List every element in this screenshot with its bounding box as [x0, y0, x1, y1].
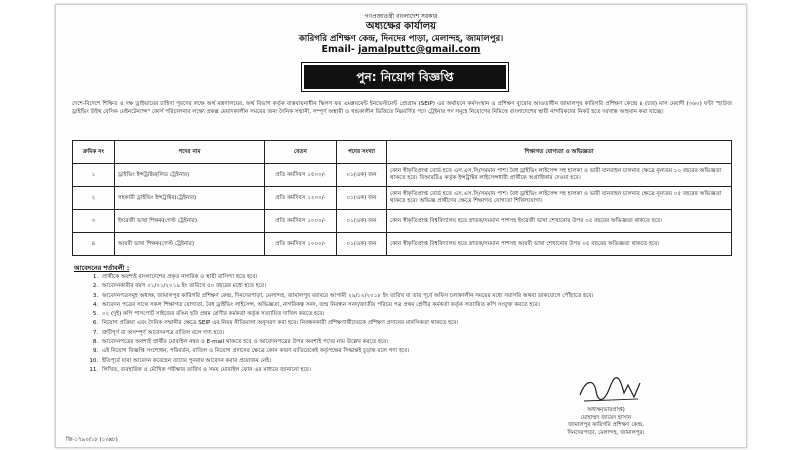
list-item: 1. প্রার্থীকে অবশ্যই বাংলাদেশের প্রকৃত নাগরিক ও স্থায়ী বাসিন্দা হতে হবে।: [100, 273, 740, 282]
terms-list: [78, 273, 740, 375]
cell-salary: প্রতি কর্মদিবস ১৫০০/-: [265, 164, 337, 187]
cell-qualification: কোন স্বীকৃতিপ্রাপ্ত বোর্ড হতে এস.এস.সি/সমমান পাশ। বৈধ ড্রাইভিং লাইসেন্স সহ হালকা ও ভারী যানবাহন চালনার ক্ষেত্রে নূন্যতম ০৫ বছরের অভিজ্ঞতা থাকতে হবে। অভিজ্ঞ প্রার্থীদের ক্ষেত্রে শিক্ষাগত যোগ্যতা শিথিলযোগ্য।: [387, 187, 732, 210]
cell-salary: প্রতি কর্মদিবস ১০০০/-: [265, 233, 337, 256]
signatory-role: অধ্যক্ষ(ভারপ্রাপ্ত): [587, 407, 625, 413]
cell-count: ০১(এক) জন: [337, 210, 387, 233]
cell-post: আরবী ভাষা শিক্ষক(গেস্ট ট্রেইনার): [115, 233, 265, 256]
table-row: [73, 187, 732, 210]
cell-serial: ৩: [73, 210, 115, 233]
handwritten-signature: [576, 373, 646, 409]
notice-document: [55, 4, 747, 448]
office-title: অধ্যক্ষের কার্যালয়: [365, 21, 437, 32]
posts-table: [72, 140, 732, 256]
signatory-location: দিনদেরপাড়া, মেলান্দহ, জামালপুর।: [567, 429, 645, 436]
list-item: 6. নিয়োগ প্রক্রিয়া এবং দৈনিক সম্মানীর ক্ষেত্রে SEIP এর নিয়ম নীতিমালা অনুসরণ করা হবে। নিবন্ধনকারী প্রশিক্ষণার্থীদেরকে প্রশিক্ষণ প্রদানের মানসিকতা থাকতে হবে।: [100, 319, 740, 328]
header-serial: ক্রমিক নং: [73, 141, 115, 164]
table-row: [73, 210, 732, 233]
list-item: 3. আবেদনপত্রসমূহ অধ্যক্ষ, জামালপুর কারিগরি প্রশিক্ষণ কেন্দ্র, দিনদেরপাড়া, মেলান্দহ, জামালপুর বরাবরে আগামী ২৯/১২/২০১৮ ইং তারিখ বা তার পূর্বে অফিস চলাকালীন সময়ের মধ্যে সরাসরি অথবা ডাকযোগে পৌঁছাতে হবে।: [100, 292, 740, 301]
table-row: [73, 164, 732, 187]
cell-count: ০১(এক) জন: [337, 233, 387, 256]
cell-count: ০১(এক) জন: [337, 164, 387, 187]
cell-serial: ১: [73, 164, 115, 187]
cell-post: সহকারী ড্রাইভিং ইন্সট্রাক্টর(ট্রেইনার): [115, 187, 265, 210]
terms-heading: আবেদনের শর্তাবলী :: [74, 264, 130, 272]
signatory-org: জামালপুর কারিগরি প্রশিক্ষণ কেন্দ্র,: [568, 422, 644, 428]
list-item: 4. আবেদন পত্রের সাথে সকল শিক্ষাগত যোগ্যতা, বৈধ ড্রাইভিং লাইসেন্স, অভিজ্ঞতা, নাগরিকত্ব সনদ, জন্ম নিবন্ধন সনদ/জাতীয় পরিচয় পত্র প্রথম শ্রেণীর কর্মকর্তা কর্তৃক সত্যায়িত কপি সংযুক্ত করতে হবে।: [100, 301, 740, 310]
cell-post: ইংরেজী ভাষা শিক্ষক(গেস্ট ট্রেইনার): [115, 210, 265, 233]
email-line: [56, 44, 746, 55]
list-item: 7. ত্রুটিপূর্ণ বা অসম্পূর্ণ আবেদনপত্র বাতিল বলে গণ্য হবে।: [100, 329, 740, 338]
government-line: গণপ্রজাতন্ত্রী বাংলাদেশ সরকার: [364, 13, 438, 20]
header-salary: বেতন: [265, 141, 337, 164]
memo-number: জি-১৭৯০/১৮ (১০x৮): [66, 437, 118, 443]
cell-qualification: কোন স্বীকৃতিপ্রাপ্ত বিশ্ববিদ্যালয় হতে স্নাতক/সমমান পাশসহ ইংরেজী ভাষা শেখানোর উপর ০৫ বছরের অভিজ্ঞতা থাকতে হবে।: [387, 210, 732, 233]
cell-post: ড্রাইভিং ইন্সট্রাক্টর(লিড ট্রেইনার): [115, 164, 265, 187]
cell-count: ০১(এক) জন: [337, 187, 387, 210]
cell-salary: প্রতি কর্মদিবস ১০০০/-: [265, 210, 337, 233]
cell-serial: ৪: [73, 233, 115, 256]
cell-qualification: কোন স্বীকৃতিপ্রাপ্ত বিশ্ববিদ্যালয় হতে স্নাতক/সমমান পাশসহ আরবী ভাষা শেখানোর উপর ০৫ বছরের অভিজ্ঞতা থাকতে হবে।: [387, 233, 732, 256]
list-item: 10. ইতিপূর্বে যারা আবেদন করেছেন তাদের পুনরায় আবেদন করার প্রয়োজন নেই।: [100, 357, 740, 366]
list-item: 8. আবেদনপত্রের অবশ্যই প্রার্থীর মোবাইল নম্বর ও E-mail থাকতে হবে ও আবেদনপত্রের উপর অবশ্যই পদের নাম উল্লেখ করতে হবে।: [100, 338, 740, 347]
office-address: কারিগরি প্রশিক্ষণ কেন্দ্র, দিনদের পাড়া, মেলান্দহ, জামালপুর।: [298, 34, 504, 44]
list-item: 11. লিখিত, ব্যবহারিক ও মৌখিক পরীক্ষার তারিখ ও সময় মোবাইল ফোন এর মাধ্যমে জানানো হবে।: [100, 366, 740, 375]
signature-block: [526, 407, 686, 437]
header-count: পদের সংখ্যা: [337, 141, 387, 164]
cell-qualification: কোন স্বীকৃতিপ্রাপ্ত বোর্ড হতে এস.এস.সি/সমমান পাশ। বৈধ ড্রাইভিং লাইসেন্স সহ হালকা ও ভারী যানবাহন চালনার ক্ষেত্রে নূন্যতম ১০ বছরের অভিজ্ঞতা থাকতে হবে। বিআরটিএ কর্তৃক ইন্সট্রাক্টর লাইসেন্সধারী প্রার্থীকে অগ্রাধিকার দেওয়া হবে।: [387, 164, 732, 187]
list-item: 5. ০২ (দুই) কপি পাসপোর্ট সাইজের রঙিন ছবি প্রথম শ্রেণীর কর্মকর্তা কর্তৃক সত্যায়িত দাখিল করতে হবে।: [100, 310, 740, 319]
intro-paragraph: দেশে-বিদেশে শিক্ষিত ও দক্ষ ড্রাইভারের চাহিদা পূরণের লক্ষে অর্থ মন্ত্রণালয়ের, অর্থ বিভাগ কর্তৃক বাস্তবায়নাধীন স্কিলস ফর এমপ্লয়মেন্ট ইনভেস্টমেন্ট প্রোগ্রাম (SEIP) এর অর্থায়নে কর্মসংস্থান ও প্রশিক্ষণ ব্যুরোর আওতাধীন জামালপুর কারিগরি প্রশিক্ষণ কেন্দ্রে ৪ (চার) মাস মেয়াদী (৩৬০) ঘন্টা "হাউজ ড্রাইভিং উইথ বেসিক মেইনটেন্যান্স" কোর্স পরিচালনার লক্ষ্যে প্রকল্প মেয়াদকালীন সময়ের জন্য দৈনিক সম্মানী, সম্পূর্ণ অস্থায়ী ও খন্ডকালীন ভিত্তিতে নিম্নবর্ণিত পদে ট্রেইনার পদ সমূহে নিয়োগের নিমিত্তে বাংলাদেশের স্থায়ী নাগরিকদের নিকট হতে দরখাস্ত আহবান করা যাচ্ছে।: [72, 101, 732, 115]
table-row: [73, 233, 732, 256]
list-item: 2. আবেদনকারীর বয়স ০১/০১/২০১৯ ইং তারিখে ৫০ বছরের মধ্যে হতে হবে।: [100, 282, 740, 291]
notice-banner-title: পুন: নিয়োগ বিজ্ঞপ্তি: [304, 65, 506, 89]
cell-salary: প্রতি কর্মদিবস ১২০০/-: [265, 187, 337, 210]
cell-serial: ২: [73, 187, 115, 210]
table-header-row: [73, 141, 732, 164]
signatory-name: মোহাম্মদ জায়েদ হাসান: [580, 414, 632, 421]
email-label: Email-: [321, 44, 355, 55]
header-post: পদের নাম: [115, 141, 265, 164]
email-address: jamalputtc@gmail.com: [358, 44, 481, 55]
list-item: 9. এই নিয়োগ বিজ্ঞপ্তি সংশোধন, পরিবর্তন, বাতিল ও নিয়োগ প্রদানের ক্ষেত্রে কোন কারণ ব্যতিরেকেই কর্তৃপক্ষের সিদ্ধান্তই চূড়ান্ত বলে গণ্য হবে।: [100, 347, 740, 356]
header-qualification: শিক্ষাগত যোগ্যতা ও অভিজ্ঞতা: [387, 141, 732, 164]
